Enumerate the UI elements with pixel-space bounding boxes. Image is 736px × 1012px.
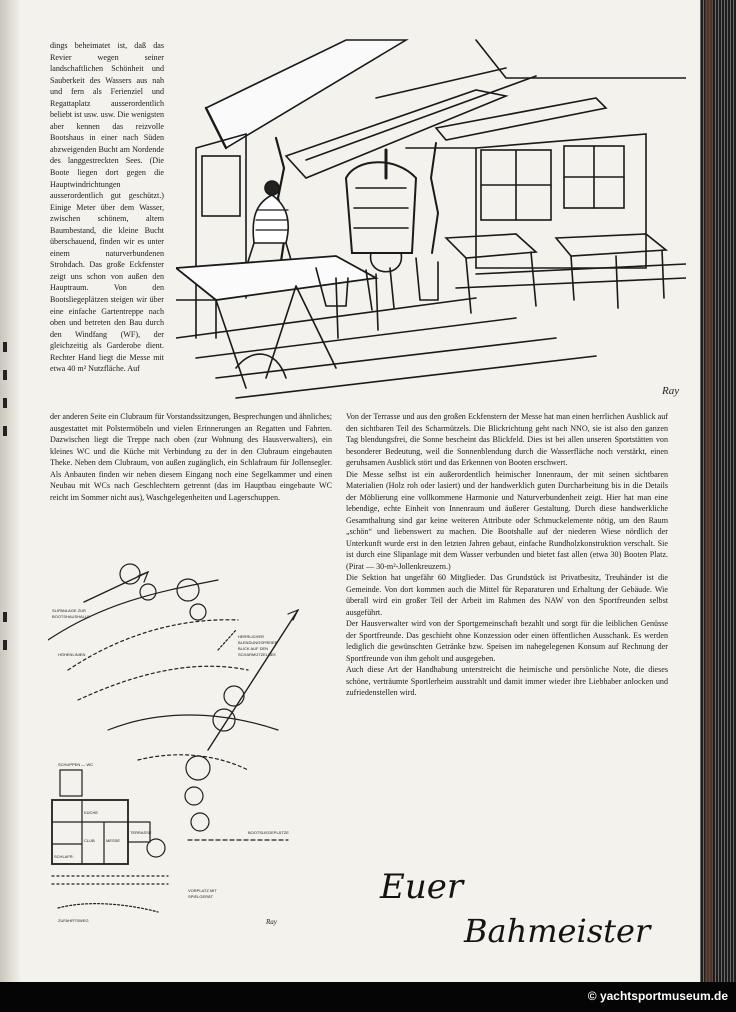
author-signature xyxy=(372,858,692,958)
plan-label: HERRLICHER xyxy=(238,634,265,639)
plan-label: MESSE xyxy=(106,838,121,843)
plan-label: SLIPANLAGE ZUR xyxy=(52,608,86,613)
artist-mark: Ray xyxy=(662,385,680,397)
spine-mark xyxy=(3,342,7,352)
plan-label: BLICK AUF DEN xyxy=(238,646,269,651)
plan-label: HÖHENLINIEN xyxy=(58,652,86,657)
plan-label: KÜCHE xyxy=(84,810,99,815)
interior-illustration xyxy=(176,38,686,410)
spine-mark xyxy=(3,398,7,408)
plan-label: SPIELGERÄT xyxy=(188,894,214,899)
article-paragraph: Der Hausverwalter wird von der Sportgemeinschaft bezahlt und sorgt für die leiblichen Genüsse der Sportfreunde. Das geschieht ohne Konzession oder einen öffentlichen Ausschank. Es werden lediglich die gewünschten Getränke bzw. Speisen im nahegelegenen Konsum auf Rechnung der Sportfreunde von ihm geholt und ausgegeben. xyxy=(346,619,668,663)
spine-mark xyxy=(3,370,7,380)
plan-label: SCHUPPEN — WC xyxy=(58,762,94,767)
plan-label: ZUFAHRTSWEG xyxy=(58,918,89,923)
spine-mark xyxy=(3,640,7,650)
article-paragraph: dings beheimatet ist, daß das Revier wegen seiner landschaftlichen Schönheit und Sauberkeit des Wassers aus nah und fern als Ferienziel und Regattaplatz ausserordentlich beliebt ist usw. usw. Die wenigsten aber kennen das reizvolle Bootshaus in einer nach Süden abzweigenden Bucht am Nordende des langgestreckten Sees. (Die Boote liegen dort gegen die Hauptwindrichtungen ausserordentlich gut geschützt.) Einige Meter über dem Wasser, zwischen schönem, altem Baumbestand, die kleine Bucht überschauend, finden wir es unter einem naturverbundenen Strohdach. Das große Eckfenster zeigt uns schon von außen den Hauptraum. Von den Bootsliegeplätzen steigen wir über eine einfache Gartentreppe nach oben und betreten den Bau durch den Windfang (WF), der gleichzeitig als Garderobe dient. Rechter Hand liegt die Messe mit etwa 40 m² Nutzfläche. Auf xyxy=(50,41,164,374)
article-paragraph: Die Messe selbst ist ein außerordentlich heimischer Innenraum, der mit seinen sichtbaren Materialien (Holz roh oder lasiert) und der handwerklich guten Durcharbeitung bis in die Details der Möblierung eine vollkommene Harmonie und Naturverbundenheit zeigt. Hier hat man eine lebendige, echte Einheit von Innenraum und äußerer Gestaltung. Durch diese handwerkliche Gesamthaltung sind gar keine weiteren Attribute oder Schmuckelemente nötig, um den Raum „schön“ und liebenswert zu machen. Die Bootshalle auf der niederen Wiese nördlich der Unterkunft wurde erst in den letzten Jahren gebaut, einfache Rundholzkonstruktion verschalt. Sie ist durch eine Slipanlage mit dem Wasser verbunden und bietet fast allen (etwa 30) Booten Platz. (Pirat — 30-m²-Jollenkreuzern.) xyxy=(346,469,668,571)
plan-label: SCHLAFR. xyxy=(54,854,74,859)
cover-edge xyxy=(705,0,713,982)
signature-line: Bahmeister xyxy=(464,912,651,950)
plan-label: BLENDUNGSFREIER xyxy=(238,640,278,645)
plan-label: SCHARMÜTZELSEE xyxy=(238,652,277,657)
plan-label: CLUB xyxy=(84,838,95,843)
plan-label: TERRASSE xyxy=(130,830,152,835)
article-paragraph: Die Sektion hat ungefähr 60 Mitglieder. Das Grundstück ist Privatbesitz, Treuhänder ist die Gemeinde. Von dort kommen auch die Mittel für Reparaturen und Erhaltung der Gebäude. Wie überall wird ein großer Teil der Arbeit im Rahmen des NAW von den Sportfreunden selbst ausgeführt. xyxy=(346,573,668,617)
article-text-right-column xyxy=(346,411,668,699)
spine-mark xyxy=(3,426,7,436)
plan-label: VORPLATZ MIT xyxy=(188,888,217,893)
plan-label: BOOTSHAUSHALLE xyxy=(52,614,90,619)
spine-mark xyxy=(3,612,7,622)
article-paragraph: Auch diese Art der Handhabung unterstreicht die heimische und persönliche Note, die dieses schöne, verträumte Sportlerheim ausstrahlt und damit immer wieder ihre Liebhaber anlocken und zufriedenstellen wird. xyxy=(346,665,668,697)
binding-gutter xyxy=(0,0,20,982)
artist-mark: Ray xyxy=(266,918,277,926)
article-text-wide-column xyxy=(50,411,332,503)
copyright-credit: © yachtsportmuseum.de xyxy=(587,989,728,1003)
plan-label: BOOTSLIEGEPLÄTZE xyxy=(248,830,289,835)
signature-line: Euer xyxy=(380,867,464,907)
article-paragraph: Von der Terrasse und aus den großen Eckfenstern der Messe hat man einen herrlichen Ausblick auf den sichtbaren Teil des Scharmützels. Die Blickrichtung geht nach NNO, sie ist also den ganzen Tag blendungsfrei, die Sonne bescheint das Blickfeld. Dies ist bei allen unseren Sportstätten von besonderer Bedeutung, weil die Sonnenblendung durch die Wasserfläche noch verstärkt, einen geruhsamen Ausblick stört und das Erkennen von Booten erschwert. xyxy=(346,412,668,467)
site-plan-drawing xyxy=(48,560,348,930)
article-paragraph: der anderen Seite ein Clubraum für Vorstandssitzungen, Besprechungen und ähnliches; ausgestattet mit Polstermöbeln und vielen Erinnerungen an Regatten und Fahrten. Dazwischen liegt die Treppe nach oben (zur Wohnung des Hausverwalters), ein kleines WC und die Küche mit Verbindung zu der in den Clubraum eingebauten Theke. Neben dem Clubraum, von außen zugänglich, ein Schlafraum für Jollensegler. Als Anbauten finden wir neben diesem Eingang noch eine Segelkammer und einen Neubau mit WCs nach Geschlechtern getrennt (das im Hauptbau eingebaute WC reicht im Sommer nicht aus), Waschgelegenheiten und Lagerschuppen. xyxy=(50,412,332,502)
article-text-narrow-column xyxy=(50,40,164,375)
